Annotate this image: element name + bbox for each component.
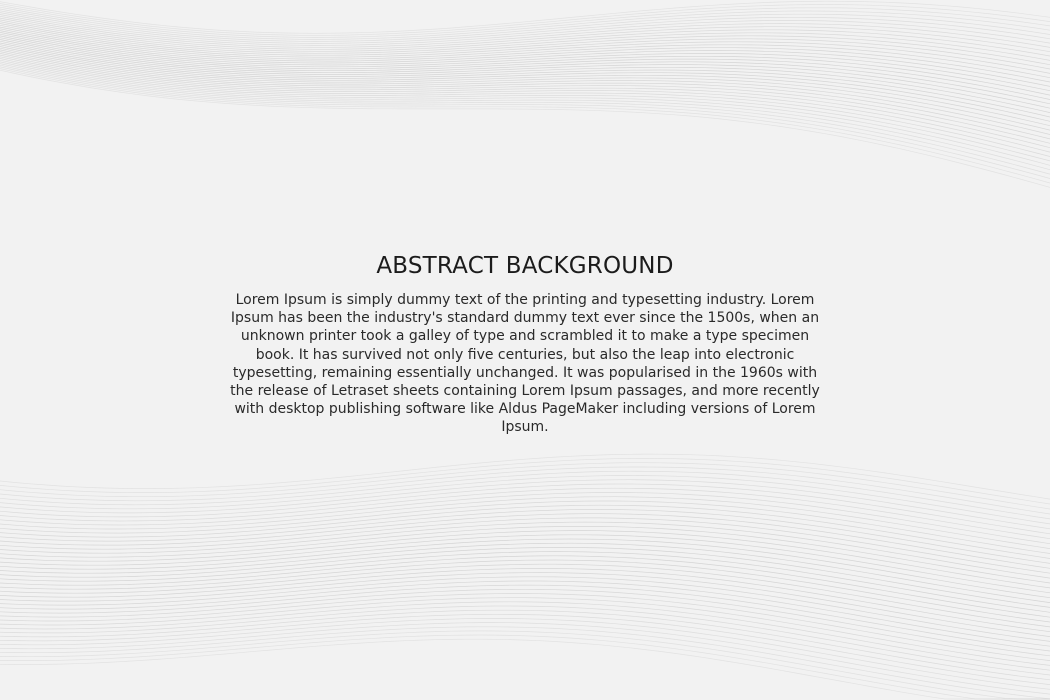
wave-line <box>0 67 1050 179</box>
wave-line <box>0 522 1050 578</box>
wave-line <box>0 488 1050 539</box>
paragraph-line: Lorem Ipsum is simply dummy text of the printing and typesetting industry. Lorem <box>235 292 815 308</box>
page-title: ABSTRACT BACKGROUND <box>376 253 674 279</box>
wave-line <box>0 610 1050 680</box>
wave-line <box>0 614 1050 684</box>
wave-line <box>0 50 1050 135</box>
wave-line <box>0 568 1050 631</box>
wave-line <box>0 589 1050 656</box>
paragraph-line: the release of Letraset sheets containing Lorem Ipsum passages, and more recently <box>230 383 820 400</box>
wave-line <box>0 526 1050 583</box>
wave-line <box>0 493 1050 544</box>
wave-line <box>0 69 1050 183</box>
wave-line <box>0 518 1050 573</box>
text-block <box>0 253 1050 437</box>
paragraph-line: Ipsum has been the industry's standard dummy text ever since the 1500s, when an <box>230 310 820 327</box>
body-paragraph <box>0 291 1050 437</box>
wave-line <box>0 463 1050 509</box>
wave-line <box>0 556 1050 617</box>
paragraph-line: Ipsum. <box>501 419 549 436</box>
wave-line <box>0 623 1050 695</box>
paragraph-line: book. It has survived not only five centuries, but also the leap into electronic <box>255 346 795 363</box>
wave-line <box>0 70 1050 187</box>
wave-line <box>0 47 1050 126</box>
paragraph-line: typesetting, remaining essentially unchanged. It was popularised in the 1960s with <box>232 364 818 381</box>
paragraph-line: with desktop publishing software like Aldus PageMaker including versions of Lorem <box>234 401 816 418</box>
top-wave-band <box>0 1 1050 187</box>
bottom-wave-band <box>0 454 1050 699</box>
paragraph-line: unknown printer took a galley of type and scrambled it to make a type specimen <box>240 328 810 345</box>
wave-line <box>0 627 1050 699</box>
wave-line <box>0 458 1050 504</box>
